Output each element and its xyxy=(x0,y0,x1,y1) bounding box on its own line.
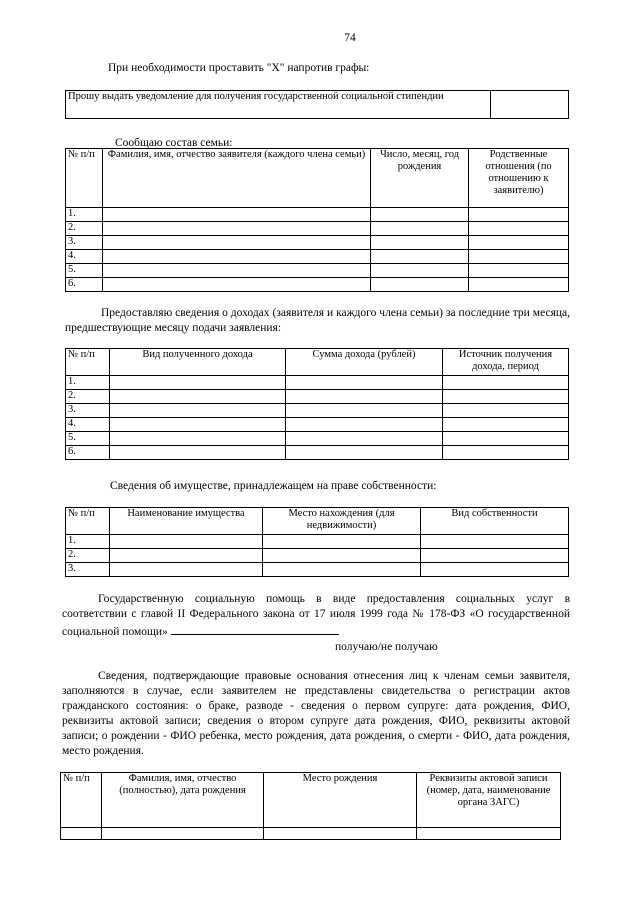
property-header-ownership: Вид собственности xyxy=(421,508,569,535)
cell[interactable] xyxy=(443,390,569,404)
income-header-num: № п/п xyxy=(66,349,110,376)
table-row xyxy=(66,418,569,432)
cell[interactable] xyxy=(286,418,443,432)
table-row xyxy=(66,250,569,264)
income-table xyxy=(65,348,569,460)
cell[interactable] xyxy=(443,418,569,432)
cell[interactable] xyxy=(103,278,371,292)
row-number: 4. xyxy=(66,418,110,432)
checkbox-row-text: Прошу выдать уведомление для получения государственной социальной стипендии xyxy=(66,91,491,119)
cell[interactable] xyxy=(286,404,443,418)
row-number xyxy=(61,828,102,840)
family-header-num: № п/п xyxy=(66,149,103,208)
property-table xyxy=(65,507,569,577)
cell[interactable] xyxy=(371,236,469,250)
cell[interactable] xyxy=(263,535,421,549)
civil-header-record: Реквизиты актовой записи (номер, дата, наименование органа ЗАГС) xyxy=(417,773,561,828)
cell[interactable] xyxy=(443,376,569,390)
cell[interactable] xyxy=(110,390,286,404)
row-number: 4. xyxy=(66,250,103,264)
table-row xyxy=(66,376,569,390)
cell[interactable] xyxy=(286,446,443,460)
row-number: 3. xyxy=(66,236,103,250)
cell[interactable] xyxy=(110,535,263,549)
cell[interactable] xyxy=(469,264,569,278)
cell[interactable] xyxy=(443,432,569,446)
cell[interactable] xyxy=(371,208,469,222)
family-header-relation: Родственные отношения (по отношению к заявителю) xyxy=(469,149,569,208)
cell[interactable] xyxy=(286,376,443,390)
table-row xyxy=(66,549,569,563)
row-number: 3. xyxy=(66,563,110,577)
row-number: 1. xyxy=(66,376,110,390)
table-row xyxy=(66,563,569,577)
table-row xyxy=(66,535,569,549)
cell[interactable] xyxy=(263,549,421,563)
cell[interactable] xyxy=(103,264,371,278)
social-help-text: Государственную социальную помощь в виде предоставления социальных услуг в соответствии с главой II Федерального закона от 17 июля 1999 года № 178-ФЗ «О государственной социальной помощи» xyxy=(62,593,570,638)
cell[interactable] xyxy=(264,828,417,840)
cell[interactable] xyxy=(103,208,371,222)
cell[interactable] xyxy=(371,264,469,278)
cell[interactable] xyxy=(110,404,286,418)
family-header-name: Фамилия, имя, отчество заявителя (каждого члена семьи) xyxy=(103,149,371,208)
cell[interactable] xyxy=(110,432,286,446)
table-row xyxy=(66,404,569,418)
cell[interactable] xyxy=(286,432,443,446)
cell[interactable] xyxy=(469,278,569,292)
cell[interactable] xyxy=(110,418,286,432)
table-row xyxy=(66,264,569,278)
cell[interactable] xyxy=(469,222,569,236)
social-help-answer-line[interactable] xyxy=(171,622,339,635)
row-number: 1. xyxy=(66,208,103,222)
cell[interactable] xyxy=(469,236,569,250)
income-intro: Предоставляю сведения о доходах (заявителя и каждого члена семьи) за последние три месяца, предшествующие месяцу подачи заявления: xyxy=(65,307,570,334)
cell[interactable] xyxy=(263,563,421,577)
table-row xyxy=(66,432,569,446)
cell[interactable] xyxy=(102,828,264,840)
income-header-type: Вид полученного дохода xyxy=(110,349,286,376)
property-header-location: Место нахождения (для недвижимости) xyxy=(263,508,421,535)
property-heading: Сведения об имуществе, принадлежащем на праве собственности: xyxy=(110,480,437,492)
checkbox-instruction: При необходимости проставить "Х" напротив графы: xyxy=(108,62,370,74)
cell[interactable] xyxy=(469,250,569,264)
income-header-source: Источник получения дохода, период xyxy=(443,349,569,376)
cell[interactable] xyxy=(110,549,263,563)
table-row xyxy=(61,828,561,840)
table-row xyxy=(66,278,569,292)
row-number: 2. xyxy=(66,390,110,404)
table-row xyxy=(66,390,569,404)
cell[interactable] xyxy=(371,278,469,292)
row-number: 1. xyxy=(66,535,110,549)
table-row xyxy=(66,446,569,460)
cell[interactable] xyxy=(443,404,569,418)
social-help-paragraph xyxy=(62,592,570,640)
cell[interactable] xyxy=(417,828,561,840)
civil-header-num: № п/п xyxy=(61,773,102,828)
table-row xyxy=(66,236,569,250)
row-number: 6. xyxy=(66,278,103,292)
cell[interactable] xyxy=(110,446,286,460)
cell[interactable] xyxy=(421,535,569,549)
social-help-caption: получаю/не получаю xyxy=(335,641,438,653)
cell[interactable] xyxy=(421,549,569,563)
cell[interactable] xyxy=(110,376,286,390)
page-number: 74 xyxy=(344,32,356,44)
cell[interactable] xyxy=(371,222,469,236)
family-table xyxy=(65,148,569,292)
property-header-name: Наименование имущества xyxy=(110,508,263,535)
cell[interactable] xyxy=(286,390,443,404)
cell[interactable] xyxy=(103,250,371,264)
cell[interactable] xyxy=(103,222,371,236)
row-number: 5. xyxy=(66,432,110,446)
row-number: 3. xyxy=(66,404,110,418)
relations-note: Сведения, подтверждающие правовые основания отнесения лиц к членам семьи заявителя, заполняются в случае, если заявителем не представлены свидетельства о регистрации актов гражданского состояния: о браке, разводе - сведения о первом супруге: дата рождения, ФИО, реквизиты актовой записи; сведения о втором супруге дата рождения, ФИО, реквизиты актовой записи; о рождении - ФИО ребенка, место рождения, дата рождения, о смерти - ФИО, дата рождения, место рождения. xyxy=(62,670,570,757)
row-number: 2. xyxy=(66,222,103,236)
row-number: 5. xyxy=(66,264,103,278)
civil-header-birthplace: Место рождения xyxy=(264,773,417,828)
cell[interactable] xyxy=(443,446,569,460)
row-number: 2. xyxy=(66,549,110,563)
row-number: 6. xyxy=(66,446,110,460)
family-heading: Сообщаю состав семьи: xyxy=(115,137,233,149)
table-row xyxy=(66,222,569,236)
income-header-sum: Сумма дохода (рублей) xyxy=(286,349,443,376)
checkbox-table xyxy=(65,90,569,119)
cell[interactable] xyxy=(110,563,263,577)
cell[interactable] xyxy=(103,236,371,250)
checkbox-mark-cell[interactable] xyxy=(491,91,569,119)
cell[interactable] xyxy=(371,250,469,264)
cell[interactable] xyxy=(469,208,569,222)
family-header-birth: Число, месяц, год рождения xyxy=(371,149,469,208)
property-header-num: № п/п xyxy=(66,508,110,535)
civil-acts-table xyxy=(60,772,561,840)
cell[interactable] xyxy=(421,563,569,577)
civil-header-name: Фамилия, имя, отчество (полностью), дата рождения xyxy=(102,773,264,828)
table-row xyxy=(66,208,569,222)
